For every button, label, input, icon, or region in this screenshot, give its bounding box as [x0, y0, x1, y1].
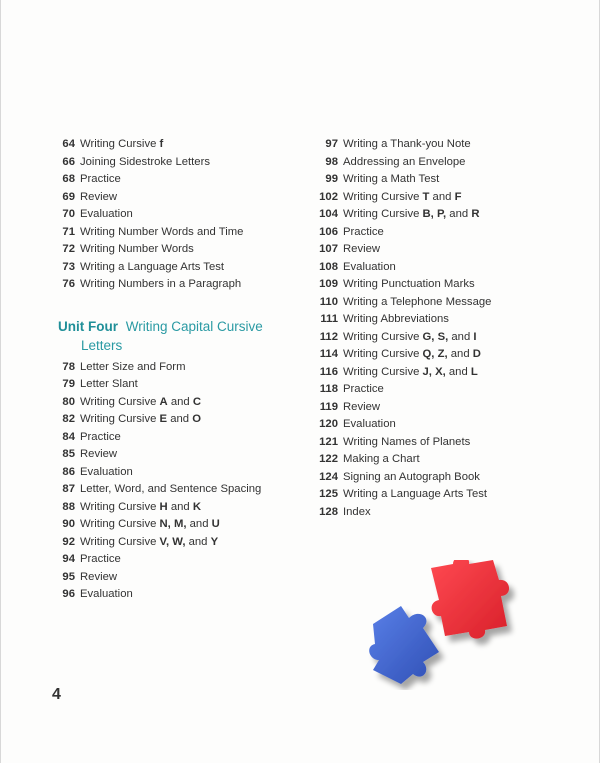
toc-entry-text: Writing Cursive — [343, 208, 423, 220]
toc-entry — [58, 466, 288, 484]
toc-page-number: 64 — [62, 138, 75, 150]
toc-entry-title — [343, 208, 479, 220]
toc-entry-title — [343, 296, 491, 308]
toc-entry-title — [343, 488, 487, 500]
toc-page-number: 90 — [62, 518, 75, 530]
toc-entry-title — [343, 331, 477, 343]
toc-entry — [58, 261, 288, 279]
toc-entry-letters: f — [159, 138, 164, 150]
toc-entry-text: Signing an Autograph Book — [343, 470, 480, 483]
toc-entry-text: Writing Cursive — [80, 395, 160, 408]
page-number: 4 — [52, 686, 61, 703]
toc-entry-letters: G, S, — [422, 330, 449, 343]
toc-page-number: 106 — [319, 225, 338, 238]
toc-entry-title — [80, 191, 117, 203]
toc-page-number: 85 — [62, 448, 75, 460]
toc-entry-title — [343, 453, 420, 465]
toc-entry — [314, 488, 574, 506]
toc-entry — [314, 296, 574, 314]
toc-page-number: 109 — [319, 278, 338, 290]
toc-entry — [314, 243, 574, 261]
toc-entry-text: Evaluation — [343, 418, 396, 430]
toc-entry-text: Writing a Math Test — [343, 173, 440, 185]
toc-entry-letters: E — [159, 413, 168, 425]
toc-page-number: 87 — [62, 483, 75, 495]
toc-entry-title — [80, 571, 117, 583]
toc-entry-letters: L — [470, 365, 478, 378]
toc-page-number: 66 — [62, 155, 75, 168]
toc-entry-text: Review — [80, 190, 118, 203]
toc-entry-letters: O — [192, 413, 201, 425]
toc-entry-text: Writing Cursive — [343, 330, 423, 343]
toc-entry — [58, 138, 288, 156]
unit-heading — [58, 317, 288, 355]
toc-page-number: 96 — [62, 588, 75, 600]
toc-entry-title — [343, 366, 478, 378]
toc-entry — [58, 483, 288, 501]
toc-entry-letters: K — [192, 500, 201, 513]
toc-entry-connector: and — [167, 413, 193, 425]
toc-page-number: 69 — [62, 190, 75, 203]
toc-entry — [314, 331, 574, 349]
toc-entry-text: Writing Cursive — [80, 138, 160, 150]
toc-entry-title — [343, 436, 470, 448]
toc-entry-letters: H — [159, 500, 168, 513]
blue-puzzle-piece — [369, 606, 439, 684]
toc-entry — [314, 191, 574, 209]
toc-entry-title — [343, 226, 384, 238]
toc-entry — [58, 588, 288, 606]
toc-page-number: 114 — [319, 348, 338, 360]
toc-entry — [58, 208, 288, 226]
toc-entry — [58, 278, 288, 296]
toc-entry-text: Writing a Language Arts Test — [343, 488, 488, 500]
toc-entry-text: Practice — [343, 225, 384, 238]
toc-entry-text: Review — [343, 243, 381, 255]
toc-entry — [314, 366, 574, 384]
toc-entry-letters: F — [454, 190, 462, 203]
toc-entry — [314, 383, 574, 401]
toc-entry — [58, 378, 288, 396]
toc-entry-title — [80, 226, 243, 238]
toc-entry-text: Writing Cursive — [80, 413, 160, 425]
toc-list-right — [314, 138, 574, 523]
toc-left-column — [58, 138, 288, 606]
toc-page-number: 95 — [62, 570, 75, 583]
toc-entry-title — [343, 261, 396, 273]
toc-entry-connector: and — [447, 348, 473, 360]
toc-entry-title — [80, 261, 224, 273]
toc-entry-connector: and — [446, 208, 472, 220]
toc-entry-title — [343, 278, 475, 290]
toc-page-number: 72 — [62, 243, 75, 255]
toc-entry — [58, 571, 288, 589]
toc-entry — [58, 173, 288, 191]
toc-entry — [58, 536, 288, 554]
toc-page-number: 118 — [319, 383, 338, 395]
toc-page-number: 98 — [325, 155, 338, 168]
toc-entry-title — [80, 378, 138, 390]
toc-entry-letters: R — [471, 208, 480, 220]
toc-page-number: 94 — [62, 553, 75, 565]
toc-entry — [314, 226, 574, 244]
toc-entry-letters: A — [159, 395, 168, 408]
toc-entry — [58, 448, 288, 466]
toc-list-before-unit — [58, 138, 288, 296]
toc-entry — [314, 261, 574, 279]
toc-entry-title — [80, 501, 201, 513]
toc-entry-text: Writing Cursive — [80, 518, 160, 530]
toc-entry-letters: B, P, — [422, 208, 447, 220]
toc-entry — [314, 471, 574, 489]
toc-entry-connector: and — [445, 365, 471, 378]
toc-entry-text: Writing Numbers in a Paragraph — [80, 278, 242, 290]
puzzle-pieces-icon — [361, 560, 521, 690]
toc-entry-title — [80, 448, 117, 460]
toc-page-number: 80 — [62, 395, 75, 408]
toc-entry-text: Writing a Language Arts Test — [80, 260, 225, 273]
toc-page-number: 82 — [62, 413, 75, 425]
toc-entry-letters: D — [472, 348, 481, 360]
toc-page-number: 71 — [62, 225, 75, 238]
toc-entry — [58, 191, 288, 209]
toc-page-number: 124 — [319, 470, 338, 483]
toc-entry — [314, 173, 574, 191]
toc-page-number: 119 — [319, 400, 338, 413]
toc-entry-letters: V, W, — [159, 535, 186, 548]
toc-entry-text: Practice — [343, 383, 384, 395]
toc-entry-title — [343, 401, 380, 413]
toc-entry-connector: and — [167, 395, 193, 408]
toc-entry-text: Writing Number Words — [80, 243, 194, 255]
toc-entry-letters: C — [192, 395, 201, 408]
toc-page-number: 120 — [319, 418, 338, 430]
toc-page-number: 78 — [62, 360, 75, 373]
toc-page-number: 86 — [62, 465, 75, 478]
toc-entry-title — [80, 396, 201, 408]
toc-entry-text: Review — [80, 448, 118, 460]
toc-entry-text: Writing Names of Planets — [343, 435, 471, 448]
toc-entry-title — [80, 173, 121, 185]
toc-page-number: 112 — [319, 330, 338, 343]
toc-entry-text: Writing Punctuation Marks — [343, 278, 475, 290]
toc-entry-title — [343, 471, 480, 483]
toc-entry-title — [80, 483, 261, 495]
toc-entry-connector: and — [167, 500, 193, 513]
toc-entry-letters: Q, Z, — [422, 348, 448, 360]
toc-entry — [314, 138, 574, 156]
toc-page-number: 122 — [319, 453, 338, 465]
toc-entry — [58, 226, 288, 244]
toc-entry — [314, 156, 574, 174]
toc-entry-title — [80, 361, 185, 373]
toc-entry-title — [343, 348, 481, 360]
toc-entry-letters: T — [422, 190, 430, 203]
toc-page-number: 121 — [319, 435, 338, 448]
toc-entry-title — [343, 243, 380, 255]
toc-entry — [58, 243, 288, 261]
toc-entry-text: Making a Chart — [343, 453, 420, 465]
toc-entry-title — [343, 506, 371, 518]
toc-entry — [314, 453, 574, 471]
toc-entry-text: Evaluation — [343, 260, 396, 273]
toc-entry-text: Review — [80, 570, 118, 583]
toc-page-number: 70 — [62, 208, 75, 220]
unit-title-line2: Letters — [81, 337, 123, 353]
toc-entry — [314, 313, 574, 331]
toc-entry — [58, 431, 288, 449]
toc-entry-text: Practice — [80, 173, 121, 185]
toc-page-number: 107 — [319, 243, 338, 255]
toc-entry-title — [80, 588, 133, 600]
toc-entry-text: Writing a Thank-you Note — [343, 138, 471, 150]
toc-entry-text: Review — [343, 400, 381, 413]
toc-entry — [58, 156, 288, 174]
toc-entry-title — [343, 156, 465, 168]
toc-entry — [314, 506, 574, 524]
toc-list-unit-four — [58, 361, 288, 606]
toc-entry — [58, 553, 288, 571]
toc-entry-title — [80, 138, 163, 150]
toc-entry — [58, 501, 288, 519]
toc-entry-title — [343, 313, 449, 325]
toc-entry-text: Writing a Telephone Message — [343, 295, 492, 308]
toc-entry — [314, 278, 574, 296]
toc-page-number: 111 — [320, 313, 338, 325]
toc-page-number: 76 — [62, 278, 75, 290]
toc-page-number: 104 — [319, 208, 338, 220]
toc-page-number: 88 — [62, 500, 75, 513]
toc-entry-connector: and — [185, 535, 211, 548]
toc-page-number: 116 — [319, 365, 338, 378]
toc-entry-text: Letter Size and Form — [80, 360, 186, 373]
toc-entry-connector: and — [186, 518, 212, 530]
toc-entry-text: Letter, Word, and Sentence Spacing — [80, 483, 262, 495]
toc-page-number: 84 — [62, 430, 75, 443]
toc-entry-title — [80, 278, 241, 290]
unit-label: Unit Four — [58, 318, 118, 334]
toc-right-column — [314, 138, 574, 523]
toc-entry — [314, 208, 574, 226]
unit-title-line1: Writing Capital Cursive — [125, 318, 263, 334]
toc-entry-title — [343, 138, 471, 150]
toc-entry-connector: and — [429, 190, 455, 203]
toc-page-number: 102 — [319, 190, 338, 203]
toc-entry-letters: N, M, — [159, 518, 187, 530]
toc-entry-text: Joining Sidestroke Letters — [80, 155, 210, 168]
toc-entry-title — [80, 243, 194, 255]
toc-entry — [58, 518, 288, 536]
toc-entry-title — [80, 466, 133, 478]
toc-entry — [314, 401, 574, 419]
toc-entry-text: Writing Cursive — [80, 500, 160, 513]
toc-entry — [314, 418, 574, 436]
toc-entry-text: Index — [343, 505, 371, 518]
toc-entry-title — [80, 431, 121, 443]
toc-entry-letters: I — [473, 330, 477, 343]
toc-entry-title — [343, 383, 384, 395]
toc-entry-text: Addressing an Envelope — [343, 155, 466, 168]
toc-entry — [58, 413, 288, 431]
toc-entry-letters: Y — [210, 535, 219, 548]
toc-entry-letters: U — [211, 518, 220, 530]
toc-page-number: 97 — [325, 138, 338, 150]
toc-entry-text: Writing Cursive — [343, 190, 423, 203]
toc-entry-title — [343, 418, 396, 430]
red-puzzle-piece — [431, 560, 509, 639]
toc-entry-title — [343, 173, 439, 185]
toc-entry — [314, 436, 574, 454]
toc-entry-text: Letter Slant — [80, 378, 138, 390]
toc-entry — [58, 396, 288, 414]
toc-entry-text: Practice — [80, 430, 121, 443]
toc-page-number: 108 — [319, 260, 338, 273]
toc-entry-title — [80, 518, 220, 530]
toc-page-number: 79 — [62, 378, 75, 390]
toc-entry-title — [80, 413, 201, 425]
toc-page-number: 73 — [62, 260, 75, 273]
toc-entry-text: Writing Cursive — [343, 365, 423, 378]
toc-entry-title — [80, 208, 133, 220]
toc-page-number: 68 — [62, 173, 75, 185]
toc-page-number: 99 — [325, 173, 338, 185]
toc-page-number: 92 — [62, 535, 75, 548]
toc-page-number: 110 — [319, 295, 338, 308]
toc-page-number: 125 — [319, 488, 338, 500]
toc-entry-title — [343, 191, 461, 203]
toc-entry-connector: and — [448, 330, 474, 343]
toc-entry-letters: J, X, — [422, 365, 446, 378]
toc-entry-title — [80, 536, 218, 548]
toc-entry-text: Writing Cursive — [343, 348, 423, 360]
toc-entry — [58, 361, 288, 379]
toc-entry-text: Writing Abbreviations — [343, 313, 449, 325]
toc-page-number: 128 — [319, 505, 338, 518]
toc-entry-text: Evaluation — [80, 588, 133, 600]
toc-entry-text: Practice — [80, 553, 121, 565]
toc-entry-title — [80, 156, 210, 168]
toc-entry-text: Writing Number Words and Time — [80, 225, 244, 238]
toc-entry-text: Evaluation — [80, 208, 133, 220]
toc-entry-title — [80, 553, 121, 565]
toc-entry-text: Evaluation — [80, 465, 133, 478]
toc-entry-text: Writing Cursive — [80, 535, 160, 548]
toc-entry — [314, 348, 574, 366]
